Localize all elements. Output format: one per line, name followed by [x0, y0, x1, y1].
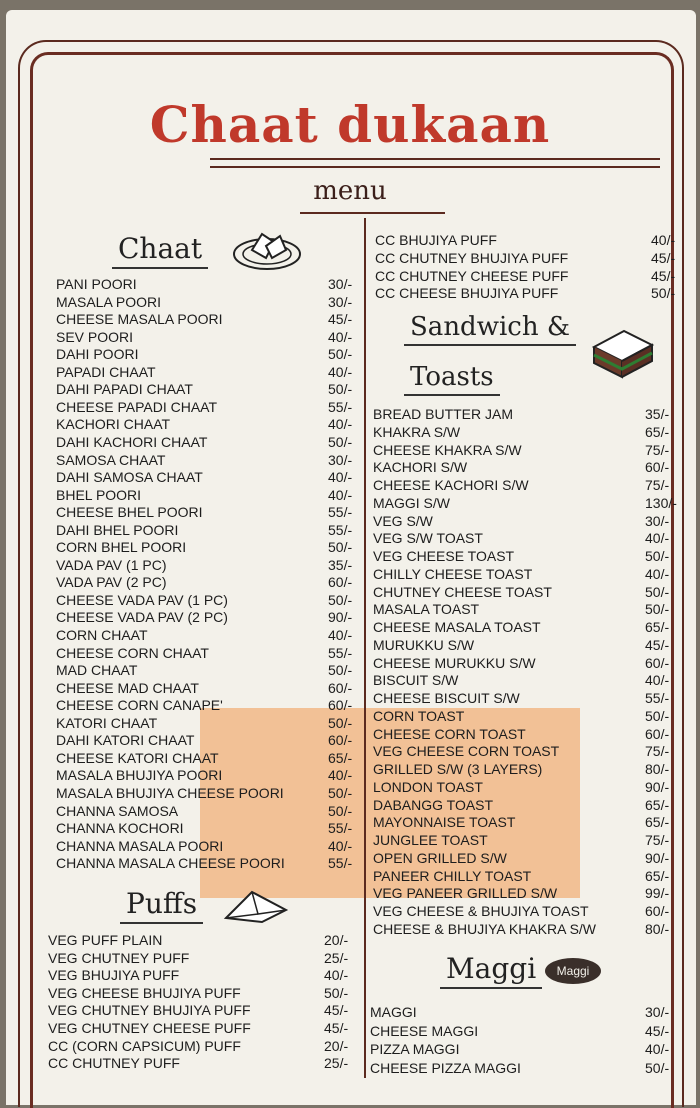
- menu-item-name: DAHI BHEL POORI: [56, 521, 179, 538]
- menu-item-price: 40/-: [645, 530, 670, 547]
- menu-item-name: CC CHUTNEY BHUJIYA PUFF: [375, 249, 569, 266]
- menu-item-name: CHEESE & BHUJIYA KHAKRA S/W: [373, 920, 597, 937]
- title-rule-bottom: [210, 166, 660, 168]
- menu-item-name: CHEESE CORN TOAST: [373, 725, 526, 742]
- toasts-heading: Toasts: [404, 362, 500, 396]
- sandwich-icon: [590, 325, 656, 386]
- menu-item-price: 55/-: [328, 398, 353, 415]
- menu-item-price: 45/-: [651, 249, 676, 266]
- menu-item: [373, 566, 685, 584]
- menu-item-price: 55/-: [328, 521, 353, 538]
- menu-item: [373, 530, 685, 548]
- menu-item-price: 40/-: [328, 767, 353, 784]
- menu-item-price: 20/-: [324, 1037, 349, 1054]
- menu-item-name: CHANNA MASALA POORI: [56, 837, 224, 854]
- menu-item: [56, 820, 368, 838]
- menu-item-name: CHEESE MAGGI: [370, 1022, 479, 1039]
- menu-subtitle: menu: [313, 176, 387, 206]
- menu-item: [373, 584, 685, 602]
- menu-item-name: OPEN GRILLED S/W: [373, 849, 507, 866]
- maggi-heading: Maggi: [440, 952, 542, 989]
- menu-item-name: CHEESE MASALA TOAST: [373, 619, 541, 635]
- menu-item: [56, 294, 368, 312]
- menu-item-price: 40/-: [324, 967, 349, 984]
- menu-item: [56, 452, 368, 470]
- menu-item: [373, 637, 685, 655]
- menu-item: [56, 469, 368, 487]
- menu-item-price: 50/-: [328, 802, 353, 819]
- menu-item-price: 60/-: [645, 903, 670, 919]
- menu-item: [373, 548, 685, 566]
- menu-item-name: DAHI KATORI CHAAT: [56, 732, 195, 749]
- menu-item: [56, 592, 368, 610]
- menu-item: [56, 557, 368, 575]
- menu-item-name: MURUKKU S/W: [373, 636, 475, 653]
- menu-item-name: MASALA TOAST: [373, 601, 480, 618]
- menu-item-name: CHEESE MURUKKU S/W: [373, 654, 536, 671]
- menu-item: [56, 522, 368, 540]
- menu-item-name: VEG CHEESE & BHUJIYA TOAST: [373, 903, 589, 919]
- menu-item-name: KATORI CHAAT: [56, 714, 158, 731]
- menu-item-name: LONDON TOAST: [373, 778, 483, 795]
- menu-item: [56, 276, 368, 294]
- menu-item-price: 40/-: [328, 486, 353, 503]
- menu-item-name: SEV POORI: [56, 328, 134, 345]
- menu-item-name: MASALA POORI: [56, 293, 162, 310]
- menu-item-name: CHANNA MASALA CHEESE POORI: [56, 855, 285, 872]
- menu-item: [373, 708, 685, 726]
- menu-item-price: 35/-: [645, 406, 670, 422]
- menu-item-price: 75/-: [645, 832, 670, 848]
- menu-item-price: 45/-: [645, 1022, 670, 1039]
- menu-item-price: 60/-: [645, 459, 670, 476]
- menu-item-price: 30/-: [645, 512, 670, 529]
- menu-item: [56, 680, 368, 698]
- menu-item-price: 90/-: [645, 849, 670, 866]
- menu-item: [370, 1023, 685, 1041]
- menu-item: [373, 601, 685, 619]
- menu-item: [56, 609, 368, 627]
- menu-item-price: 50/-: [328, 346, 353, 363]
- menu-item-price: 50/-: [645, 548, 670, 564]
- menu-item: [56, 399, 368, 417]
- menu-item-price: 90/-: [645, 778, 670, 795]
- menu-item-name: SAMOSA CHAAT: [56, 451, 166, 468]
- menu-item-price: 55/-: [328, 855, 353, 872]
- menu-item: [56, 434, 368, 452]
- menu-item: [56, 645, 368, 663]
- menu-item-name: CHANNA SAMOSA: [56, 802, 179, 819]
- menu-item-price: 30/-: [328, 451, 353, 468]
- menu-item-name: CHUTNEY CHEESE TOAST: [373, 583, 552, 600]
- menu-item-name: KACHORI S/W: [373, 459, 468, 476]
- menu-item-name: CHEESE CORN CANAPE': [56, 697, 223, 714]
- menu-item-price: 65/-: [645, 619, 670, 635]
- menu-item: [375, 268, 691, 286]
- menu-item: [48, 932, 364, 950]
- menu-item: [56, 750, 368, 768]
- menu-item-price: 50/-: [328, 714, 353, 731]
- menu-item-name: CHEESE BISCUIT S/W: [373, 690, 520, 706]
- menu-item-name: KHAKRA S/W: [373, 423, 461, 440]
- menu-item: [373, 442, 685, 460]
- menu-item-price: 45/-: [324, 1002, 349, 1019]
- menu-item-price: 40/-: [645, 1041, 670, 1057]
- menu-item-name: BISCUIT S/W: [373, 672, 459, 689]
- sandwich-heading: Sandwich &: [404, 312, 576, 346]
- menu-item: [48, 1002, 364, 1020]
- menu-item-price: 50/-: [328, 433, 353, 450]
- menu-item: [56, 381, 368, 399]
- menu-item: [370, 1004, 685, 1022]
- menu-item-price: 50/-: [645, 707, 670, 724]
- menu-item-name: CHEESE KACHORI S/W: [373, 477, 529, 493]
- menu-item-name: CHEESE PAPADI CHAAT: [56, 398, 218, 415]
- menu-item-price: 60/-: [645, 725, 670, 742]
- menu-item-price: 40/-: [328, 627, 353, 643]
- menu-item: [56, 574, 368, 592]
- menu-item: [373, 459, 685, 477]
- menu-item: [370, 1060, 685, 1078]
- menu-item-price: 30/-: [645, 1004, 670, 1020]
- menu-item: [56, 364, 368, 382]
- menu-item-price: 20/-: [324, 932, 349, 948]
- menu-item: [373, 868, 685, 886]
- menu-item: [56, 767, 368, 785]
- menu-item: [373, 672, 685, 690]
- menu-item-name: VEG BHUJIYA PUFF: [48, 967, 180, 984]
- menu-item: [373, 477, 685, 495]
- menu-item-price: 130/-: [645, 494, 677, 511]
- menu-item: [56, 697, 368, 715]
- menu-item: [48, 1020, 364, 1038]
- menu-item-price: 60/-: [328, 697, 353, 714]
- menu-item-name: VEG CHUTNEY CHEESE PUFF: [48, 1020, 251, 1036]
- menu-item-price: 55/-: [645, 690, 670, 706]
- menu-item: [56, 329, 368, 347]
- restaurant-title: Chaat dukaan: [149, 95, 551, 154]
- menu-item: [48, 1055, 364, 1073]
- menu-item: [48, 985, 364, 1003]
- menu-item-name: VEG CHEESE TOAST: [373, 548, 515, 564]
- menu-item-name: CHEESE CORN CHAAT: [56, 644, 209, 661]
- menu-item: [375, 285, 691, 303]
- menu-item-price: 60/-: [328, 732, 353, 749]
- menu-item: [373, 690, 685, 708]
- menu-item-name: CHANNA KOCHORI: [56, 820, 184, 837]
- menu-item-price: 50/-: [328, 539, 353, 556]
- menu-item-name: MASALA BHUJIYA POORI: [56, 767, 223, 784]
- menu-item-price: 50/-: [328, 784, 353, 801]
- menu-item: [373, 655, 685, 673]
- menu-item-price: 60/-: [328, 574, 353, 591]
- menu-item-price: 50/-: [645, 583, 670, 600]
- menu-item-name: MAGGI: [370, 1004, 417, 1020]
- menu-underline: [300, 212, 445, 214]
- menu-item: [56, 803, 368, 821]
- menu-item-price: 40/-: [328, 469, 353, 486]
- menu-item-price: 50/-: [324, 984, 349, 1001]
- menu-item-name: CC (CORN CAPSICUM) PUFF: [48, 1037, 241, 1054]
- menu-item-name: CC CHUTNEY CHEESE PUFF: [375, 267, 569, 284]
- menu-item-name: MAGGI S/W: [373, 494, 450, 511]
- menu-item-name: VEG S/W TOAST: [373, 530, 483, 547]
- menu-item-price: 65/-: [328, 749, 353, 766]
- menu-item: [370, 1041, 685, 1059]
- menu-item-price: 55/-: [328, 820, 353, 837]
- menu-item: [56, 838, 368, 856]
- menu-item-name: KACHORI CHAAT: [56, 416, 171, 433]
- menu-item-name: PANI POORI: [56, 276, 137, 292]
- menu-item-price: 55/-: [328, 644, 353, 661]
- menu-item-name: VEG PUFF PLAIN: [48, 932, 163, 948]
- menu-item-price: 30/-: [328, 276, 353, 292]
- menu-item-price: 50/-: [645, 601, 670, 618]
- menu-item: [56, 416, 368, 434]
- menu-item-name: CHEESE BHEL POORI: [56, 504, 203, 521]
- menu-item-price: 50/-: [328, 662, 353, 679]
- menu-item: [373, 495, 685, 513]
- menu-item: [373, 761, 685, 779]
- menu-item-name: CHEESE VADA PAV (2 PC): [56, 609, 228, 626]
- menu-item: [373, 832, 685, 850]
- menu-item-name: JUNGLEE TOAST: [373, 832, 488, 848]
- menu-item-price: 80/-: [645, 920, 670, 937]
- samosa-puff-icon: [222, 888, 290, 931]
- menu-item-name: PIZZA MAGGI: [370, 1041, 460, 1057]
- menu-item-price: 75/-: [645, 441, 670, 458]
- menu-item-price: 60/-: [645, 654, 670, 671]
- menu-item-name: PANEER CHILLY TOAST: [373, 867, 532, 884]
- menu-item-name: VEG PANEER GRILLED S/W: [373, 885, 558, 902]
- menu-item: [48, 950, 364, 968]
- menu-item: [373, 406, 685, 424]
- menu-item-price: 35/-: [328, 556, 353, 573]
- menu-item-price: 65/-: [645, 814, 670, 831]
- menu-item-name: CHEESE MAD CHAAT: [56, 679, 199, 696]
- menu-item-price: 30/-: [328, 293, 353, 310]
- menu-item: [373, 424, 685, 442]
- menu-item: [56, 662, 368, 680]
- menu-item-name: CC BHUJIYA PUFF: [375, 232, 497, 248]
- menu-item: [375, 250, 691, 268]
- menu-item-name: BHEL POORI: [56, 486, 142, 503]
- maggi-logo: Maggi: [545, 958, 601, 984]
- menu-item-price: 80/-: [645, 761, 670, 777]
- menu-item-name: CORN CHAAT: [56, 627, 148, 643]
- menu-item-price: 50/-: [651, 285, 676, 302]
- menu-item: [56, 487, 368, 505]
- menu-item: [373, 726, 685, 744]
- menu-item-name: GRILLED S/W (3 LAYERS): [373, 761, 543, 777]
- menu-item-price: 75/-: [645, 743, 670, 760]
- menu-item-name: VEG S/W: [373, 512, 433, 529]
- menu-item-price: 75/-: [645, 477, 670, 493]
- menu-item: [48, 967, 364, 985]
- menu-item-price: 40/-: [328, 363, 353, 380]
- chaat-heading: Chaat: [112, 232, 208, 269]
- menu-item-name: VEG CHUTNEY PUFF: [48, 949, 190, 966]
- menu-item-price: 25/-: [324, 949, 349, 966]
- menu-item-name: VADA PAV (1 PC): [56, 556, 167, 573]
- menu-item-price: 45/-: [324, 1020, 349, 1036]
- menu-item: [375, 232, 691, 250]
- menu-item: [373, 921, 685, 939]
- menu-item-name: DAHI SAMOSA CHAAT: [56, 469, 203, 486]
- menu-item-name: CORN BHEL POORI: [56, 539, 187, 556]
- menu-item: [373, 779, 685, 797]
- menu-item-name: DAHI KACHORI CHAAT: [56, 433, 208, 450]
- menu-item-name: CORN TOAST: [373, 707, 465, 724]
- menu-item-name: MAYONNAISE TOAST: [373, 814, 516, 831]
- menu-item-name: VEG CHEESE CORN TOAST: [373, 743, 560, 760]
- menu-item-price: 40/-: [645, 672, 670, 689]
- menu-item-price: 40/-: [328, 837, 353, 854]
- menu-item-price: 55/-: [328, 504, 353, 521]
- menu-item-price: 60/-: [328, 679, 353, 696]
- menu-item-name: CHEESE KHAKRA S/W: [373, 441, 522, 458]
- title-rule-top: [210, 158, 660, 160]
- menu-item: [56, 855, 368, 873]
- menu-item-name: DABANGG TOAST: [373, 796, 494, 813]
- menu-item-name: CC CHEESE BHUJIYA PUFF: [375, 285, 559, 302]
- menu-item-price: 50/-: [328, 381, 353, 398]
- menu-item-price: 50/-: [328, 591, 353, 608]
- menu-item-name: CHEESE PIZZA MAGGI: [370, 1059, 521, 1076]
- menu-item: [373, 814, 685, 832]
- menu-item-name: CHEESE MASALA POORI: [56, 311, 223, 328]
- menu-item: [56, 346, 368, 364]
- chaat-plate-icon: [232, 228, 302, 277]
- menu-item: [56, 627, 368, 645]
- menu-item: [56, 715, 368, 733]
- menu-item-name: CC CHUTNEY PUFF: [48, 1055, 180, 1072]
- menu-item: [56, 504, 368, 522]
- menu-item-price: 45/-: [645, 636, 670, 653]
- menu-item-name: CHEESE KATORI CHAAT: [56, 749, 219, 766]
- menu-item-price: 25/-: [324, 1055, 349, 1072]
- menu-item-price: 90/-: [328, 609, 353, 626]
- menu-item-name: MAD CHAAT: [56, 662, 138, 679]
- menu-item-name: VADA PAV (2 PC): [56, 574, 167, 591]
- menu-item-price: 40/-: [328, 416, 353, 433]
- menu-item-name: VEG CHUTNEY BHUJIYA PUFF: [48, 1002, 251, 1019]
- menu-item-price: 40/-: [645, 565, 670, 582]
- puffs-heading: Puffs: [120, 887, 203, 924]
- menu-item-price: 99/-: [645, 885, 670, 902]
- menu-item: [56, 539, 368, 557]
- menu-item-price: 65/-: [645, 423, 670, 440]
- menu-item: [373, 850, 685, 868]
- menu-item-name: MASALA BHUJIYA CHEESE POORI: [56, 784, 284, 801]
- menu-item-name: CHILLY CHEESE TOAST: [373, 565, 533, 582]
- menu-item-name: DAHI PAPADI CHAAT: [56, 381, 193, 398]
- menu-item: [373, 743, 685, 761]
- menu-item-name: PAPADI CHAAT: [56, 363, 156, 380]
- menu-item-name: BREAD BUTTER JAM: [373, 406, 514, 422]
- menu-item: [373, 903, 685, 921]
- menu-item-price: 45/-: [651, 267, 676, 284]
- menu-item: [56, 311, 368, 329]
- menu-item-price: 45/-: [328, 311, 353, 328]
- menu-item-price: 40/-: [651, 232, 676, 248]
- menu-item-price: 50/-: [645, 1059, 670, 1076]
- menu-item-price: 65/-: [645, 796, 670, 813]
- menu-item: [48, 1038, 364, 1056]
- menu-item: [373, 619, 685, 637]
- menu-item: [56, 785, 368, 803]
- menu-item-name: VEG CHEESE BHUJIYA PUFF: [48, 984, 241, 1001]
- menu-item: [56, 732, 368, 750]
- menu-item: [373, 513, 685, 531]
- menu-item-name: DAHI POORI: [56, 346, 139, 363]
- menu-item-name: CHEESE VADA PAV (1 PC): [56, 591, 228, 608]
- menu-item: [373, 885, 685, 903]
- menu-item-price: 65/-: [645, 867, 670, 884]
- menu-item: [373, 797, 685, 815]
- menu-item-price: 40/-: [328, 328, 353, 345]
